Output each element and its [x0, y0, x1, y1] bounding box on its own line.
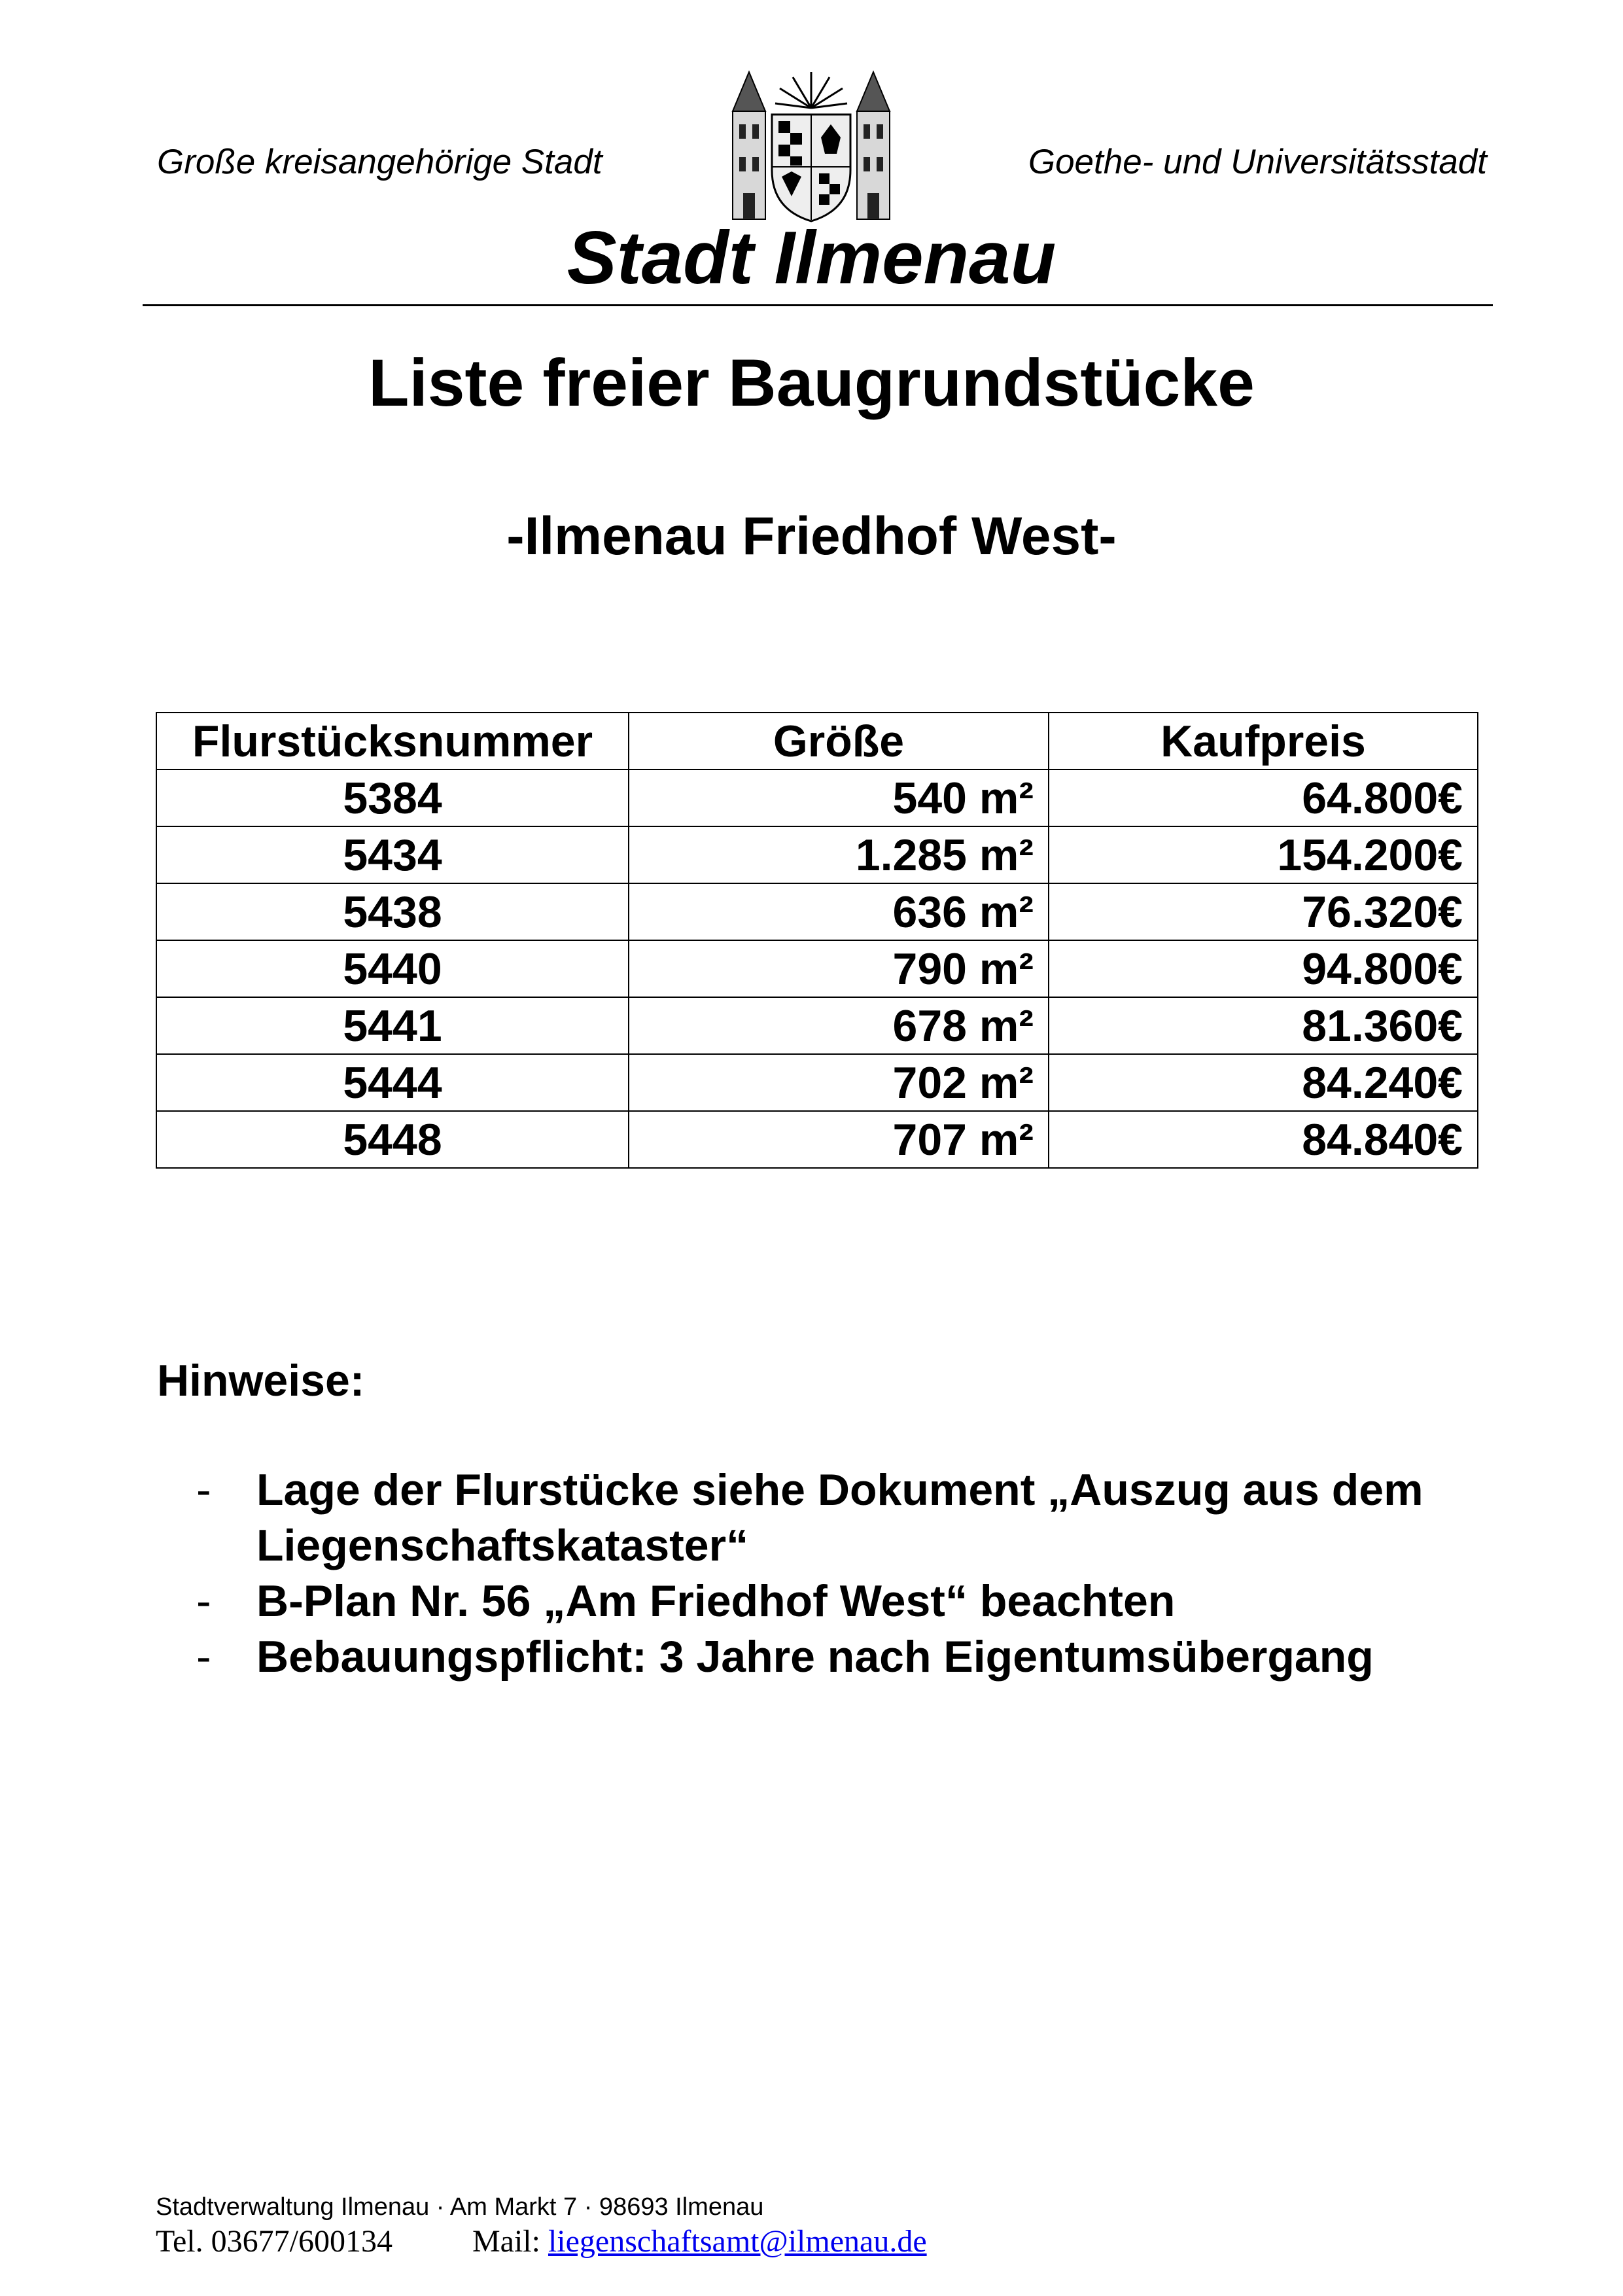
plot-size-cell: 678 m² [629, 997, 1049, 1054]
footer-email-link[interactable]: liegenschaftsamt@ilmenau.de [548, 2224, 927, 2259]
note-text: Lage der Flurstücke siehe Dokument „Auszug aus dem Liegenschaftskataster“ [256, 1465, 1423, 1570]
document-subtitle: -Ilmenau Friedhof West- [506, 506, 1117, 566]
footer-address: Stadtverwaltung Ilmenau · Am Markt 7 · 98693 Ilmenau [156, 2193, 764, 2221]
plot-number-cell: 5438 [156, 883, 629, 940]
plot-price-cell: 84.240€ [1049, 1054, 1478, 1111]
footer-phone: Tel. 03677/600134 [156, 2224, 393, 2259]
tagline-right: Goethe- und Universitätsstadt [1028, 143, 1487, 181]
plot-size-cell: 540 m² [629, 769, 1049, 826]
plots-table [156, 712, 1478, 1169]
table-row [156, 940, 1478, 997]
table-header-row [156, 713, 1478, 769]
note-text: Bebauungspflicht: 3 Jahre nach Eigentumsübergang [256, 1632, 1374, 1682]
table-row [156, 883, 1478, 940]
plot-price-cell: 81.360€ [1049, 997, 1478, 1054]
column-header-plot-number: Flurstücksnummer [156, 713, 629, 769]
plot-price-cell: 76.320€ [1049, 883, 1478, 940]
document-title: Liste freier Baugrundstücke [368, 345, 1255, 420]
column-header-price: Kaufpreis [1049, 713, 1478, 769]
plot-size-cell: 636 m² [629, 883, 1049, 940]
table-row [156, 769, 1478, 826]
table-row [156, 826, 1478, 883]
plot-number-cell: 5434 [156, 826, 629, 883]
tagline-left: Große kreisangehörige Stadt [157, 143, 602, 181]
plot-price-cell: 94.800€ [1049, 940, 1478, 997]
notes-list [196, 1462, 1505, 1685]
plot-number-cell: 5448 [156, 1111, 629, 1168]
table-row [156, 1111, 1478, 1168]
plot-size-cell: 707 m² [629, 1111, 1049, 1168]
plot-price-cell: 154.200€ [1049, 826, 1478, 883]
plot-number-cell: 5441 [156, 997, 629, 1054]
plot-size-cell: 790 m² [629, 940, 1049, 997]
plot-price-cell: 64.800€ [1049, 769, 1478, 826]
list-dash: - [196, 1465, 211, 1515]
column-header-size: Größe [629, 713, 1049, 769]
table-row [156, 1054, 1478, 1111]
plot-size-cell: 702 m² [629, 1054, 1049, 1111]
list-item [196, 1462, 1505, 1574]
list-dash: - [196, 1632, 211, 1682]
note-text: B-Plan Nr. 56 „Am Friedhof West“ beachten [256, 1576, 1176, 1626]
plot-number-cell: 5440 [156, 940, 629, 997]
coat-of-arms-icon [720, 59, 903, 222]
footer-mail-label: Mail: [472, 2224, 540, 2259]
notes-heading: Hinweise: [157, 1356, 365, 1405]
city-name-heading: Stadt Ilmenau [567, 217, 1056, 300]
table-row [156, 997, 1478, 1054]
plot-size-cell: 1.285 m² [629, 826, 1049, 883]
plot-price-cell: 84.840€ [1049, 1111, 1478, 1168]
plot-number-cell: 5384 [156, 769, 629, 826]
header-divider [143, 304, 1493, 306]
list-dash: - [196, 1576, 211, 1626]
plot-number-cell: 5444 [156, 1054, 629, 1111]
list-item [196, 1574, 1505, 1629]
footer-contact [156, 2223, 927, 2260]
list-item [196, 1629, 1505, 1685]
